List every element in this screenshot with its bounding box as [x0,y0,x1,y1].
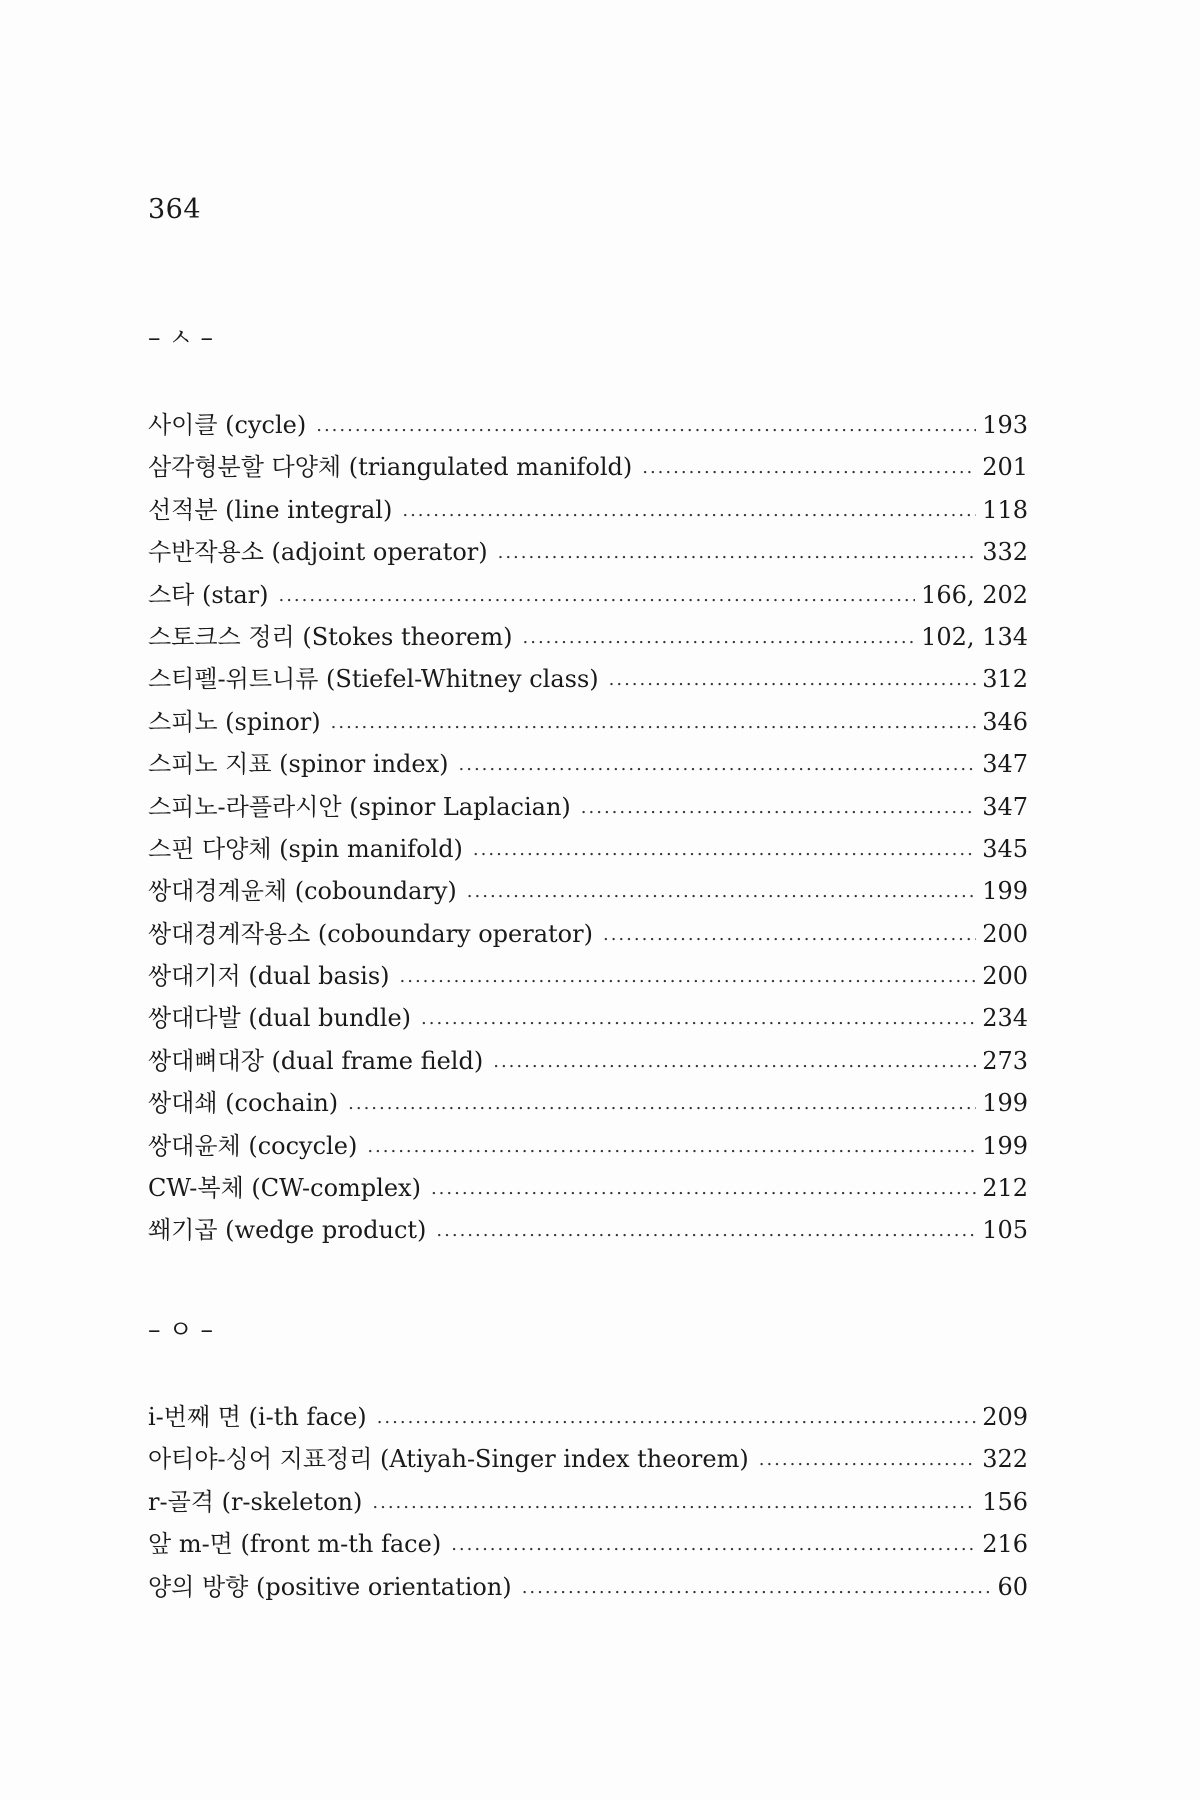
section-heading: – ㅅ – [148,323,214,352]
dot-leader [467,871,976,913]
entry-pages: 322 [982,1445,1028,1474]
entry-pages: 332 [982,538,1028,567]
entry-pages: 209 [982,1403,1028,1431]
entry-pages: 347 [982,750,1028,779]
entry-term: i-번째 면 (i-th face) [148,1403,367,1431]
entry-pages: 105 [982,1216,1028,1245]
entry-pages: 199 [982,1089,1028,1118]
dot-leader [493,1041,976,1083]
entry-term: 쐐기곱 (wedge product) [148,1216,427,1245]
entry-pages: 273 [982,1046,1028,1075]
entry-term: 사이클 (cycle) [148,411,307,439]
dot-leader [331,702,977,744]
index-entry [148,1209,1028,1251]
index-entry [148,997,1028,1039]
dot-leader [348,1083,976,1125]
index-entry [148,1438,1028,1480]
entry-term: 스피노 (spinor) [148,707,321,736]
index-entry [148,658,1028,700]
dot-leader [367,1126,976,1168]
index-entry [148,489,1028,531]
dot-leader [436,1210,976,1252]
index-section-ieung [148,1310,1028,1601]
entry-term: 쌍대경계윤체 (coboundary) [148,877,457,906]
index-entry [148,828,1028,870]
entry-pages: 312 [982,665,1028,694]
entry-term: CW-복체 (CW-complex) [148,1174,421,1203]
dot-leader [459,744,977,786]
index-entry [148,1040,1028,1082]
section-heading: – ㅇ – [148,1315,214,1344]
dot-leader [642,447,976,489]
page-number: 364 [148,194,202,225]
entry-pages: 212 [982,1174,1028,1203]
entry-term: 스토크스 정리 (Stokes theorem) [148,622,513,651]
entry-pages: 199 [982,1131,1028,1160]
index-entry [148,913,1028,955]
entry-term: 스피노 지표 (spinor index) [148,750,449,779]
entry-pages: 345 [982,834,1028,863]
entry-term: 스티펠-위트니류 (Stiefel-Whitney class) [148,665,599,694]
entry-pages: 102, 134 [921,622,1028,651]
index-entry [148,743,1028,785]
index-entry [148,1082,1028,1124]
entry-term: 선적분 (line integral) [148,495,393,524]
index-section-siot [148,318,1028,1245]
index-entry [148,701,1028,743]
dot-leader [609,659,977,701]
dot-leader [402,490,976,532]
index-entry [148,955,1028,997]
dot-leader [400,956,977,998]
entry-term: 쌍대기저 (dual basis) [148,962,390,991]
entry-term: 앞 m-면 (front m-th face) [148,1530,442,1559]
dot-leader [377,1397,977,1439]
index-entry [148,1125,1028,1167]
dot-leader [421,998,976,1040]
entry-term: 쌍대뼈대장 (dual frame field) [148,1046,484,1075]
dot-leader [603,914,976,956]
entry-term: 삼각형분할 다양체 (triangulated manifold) [148,453,633,482]
dot-leader [372,1482,976,1524]
entry-term: 스타 (star) [148,580,269,609]
entry-pages: 118 [982,495,1028,524]
dot-leader [522,1567,992,1609]
dot-leader [498,532,977,574]
entry-pages: 60 [997,1572,1028,1601]
dot-leader [316,405,976,447]
entry-term: 양의 방향 (positive orientation) [148,1572,512,1601]
dot-leader [523,617,916,659]
entry-pages: 347 [982,792,1028,821]
entry-pages: 200 [982,919,1028,948]
entry-pages: 156 [982,1487,1028,1516]
entry-pages: 346 [982,707,1028,736]
entry-term: 쌍대쇄 (cochain) [148,1089,339,1118]
entry-pages: 166, 202 [921,580,1028,609]
dot-leader [473,829,976,871]
dot-leader [759,1439,976,1481]
entry-pages: 234 [982,1004,1028,1033]
entry-list [148,1396,1028,1608]
entry-list [148,404,1028,1252]
index-entry [148,786,1028,828]
dot-leader [451,1524,976,1566]
index-entry [148,1396,1028,1438]
index-entry [148,616,1028,658]
entry-term: 아티야-싱어 지표정리 (Atiyah-Singer index theorem) [148,1445,749,1474]
entry-term: 스피노-라플라시안 (spinor Laplacian) [148,792,571,821]
entry-pages: 193 [982,411,1028,439]
entry-term: 스핀 다양체 (spin manifold) [148,834,463,863]
dot-leader [431,1168,976,1210]
entry-pages: 216 [982,1530,1028,1559]
entry-pages: 199 [982,877,1028,906]
index-entry [148,446,1028,488]
entry-pages: 200 [982,962,1028,991]
index-entry [148,1523,1028,1565]
index-entry [148,1566,1028,1608]
index-entry [148,404,1028,446]
dot-leader [581,787,976,829]
entry-term: 쌍대윤체 (cocycle) [148,1131,358,1160]
entry-term: 쌍대다발 (dual bundle) [148,1004,412,1033]
index-entry [148,531,1028,573]
index-entry [148,1167,1028,1209]
index-entry [148,1481,1028,1523]
index-entry [148,574,1028,616]
entry-term: 쌍대경계작용소 (coboundary operator) [148,919,593,948]
entry-pages: 201 [982,453,1028,482]
entry-term: 수반작용소 (adjoint operator) [148,538,488,567]
index-entry [148,870,1028,912]
entry-term: r-골격 (r-skeleton) [148,1487,363,1516]
dot-leader [278,575,915,617]
